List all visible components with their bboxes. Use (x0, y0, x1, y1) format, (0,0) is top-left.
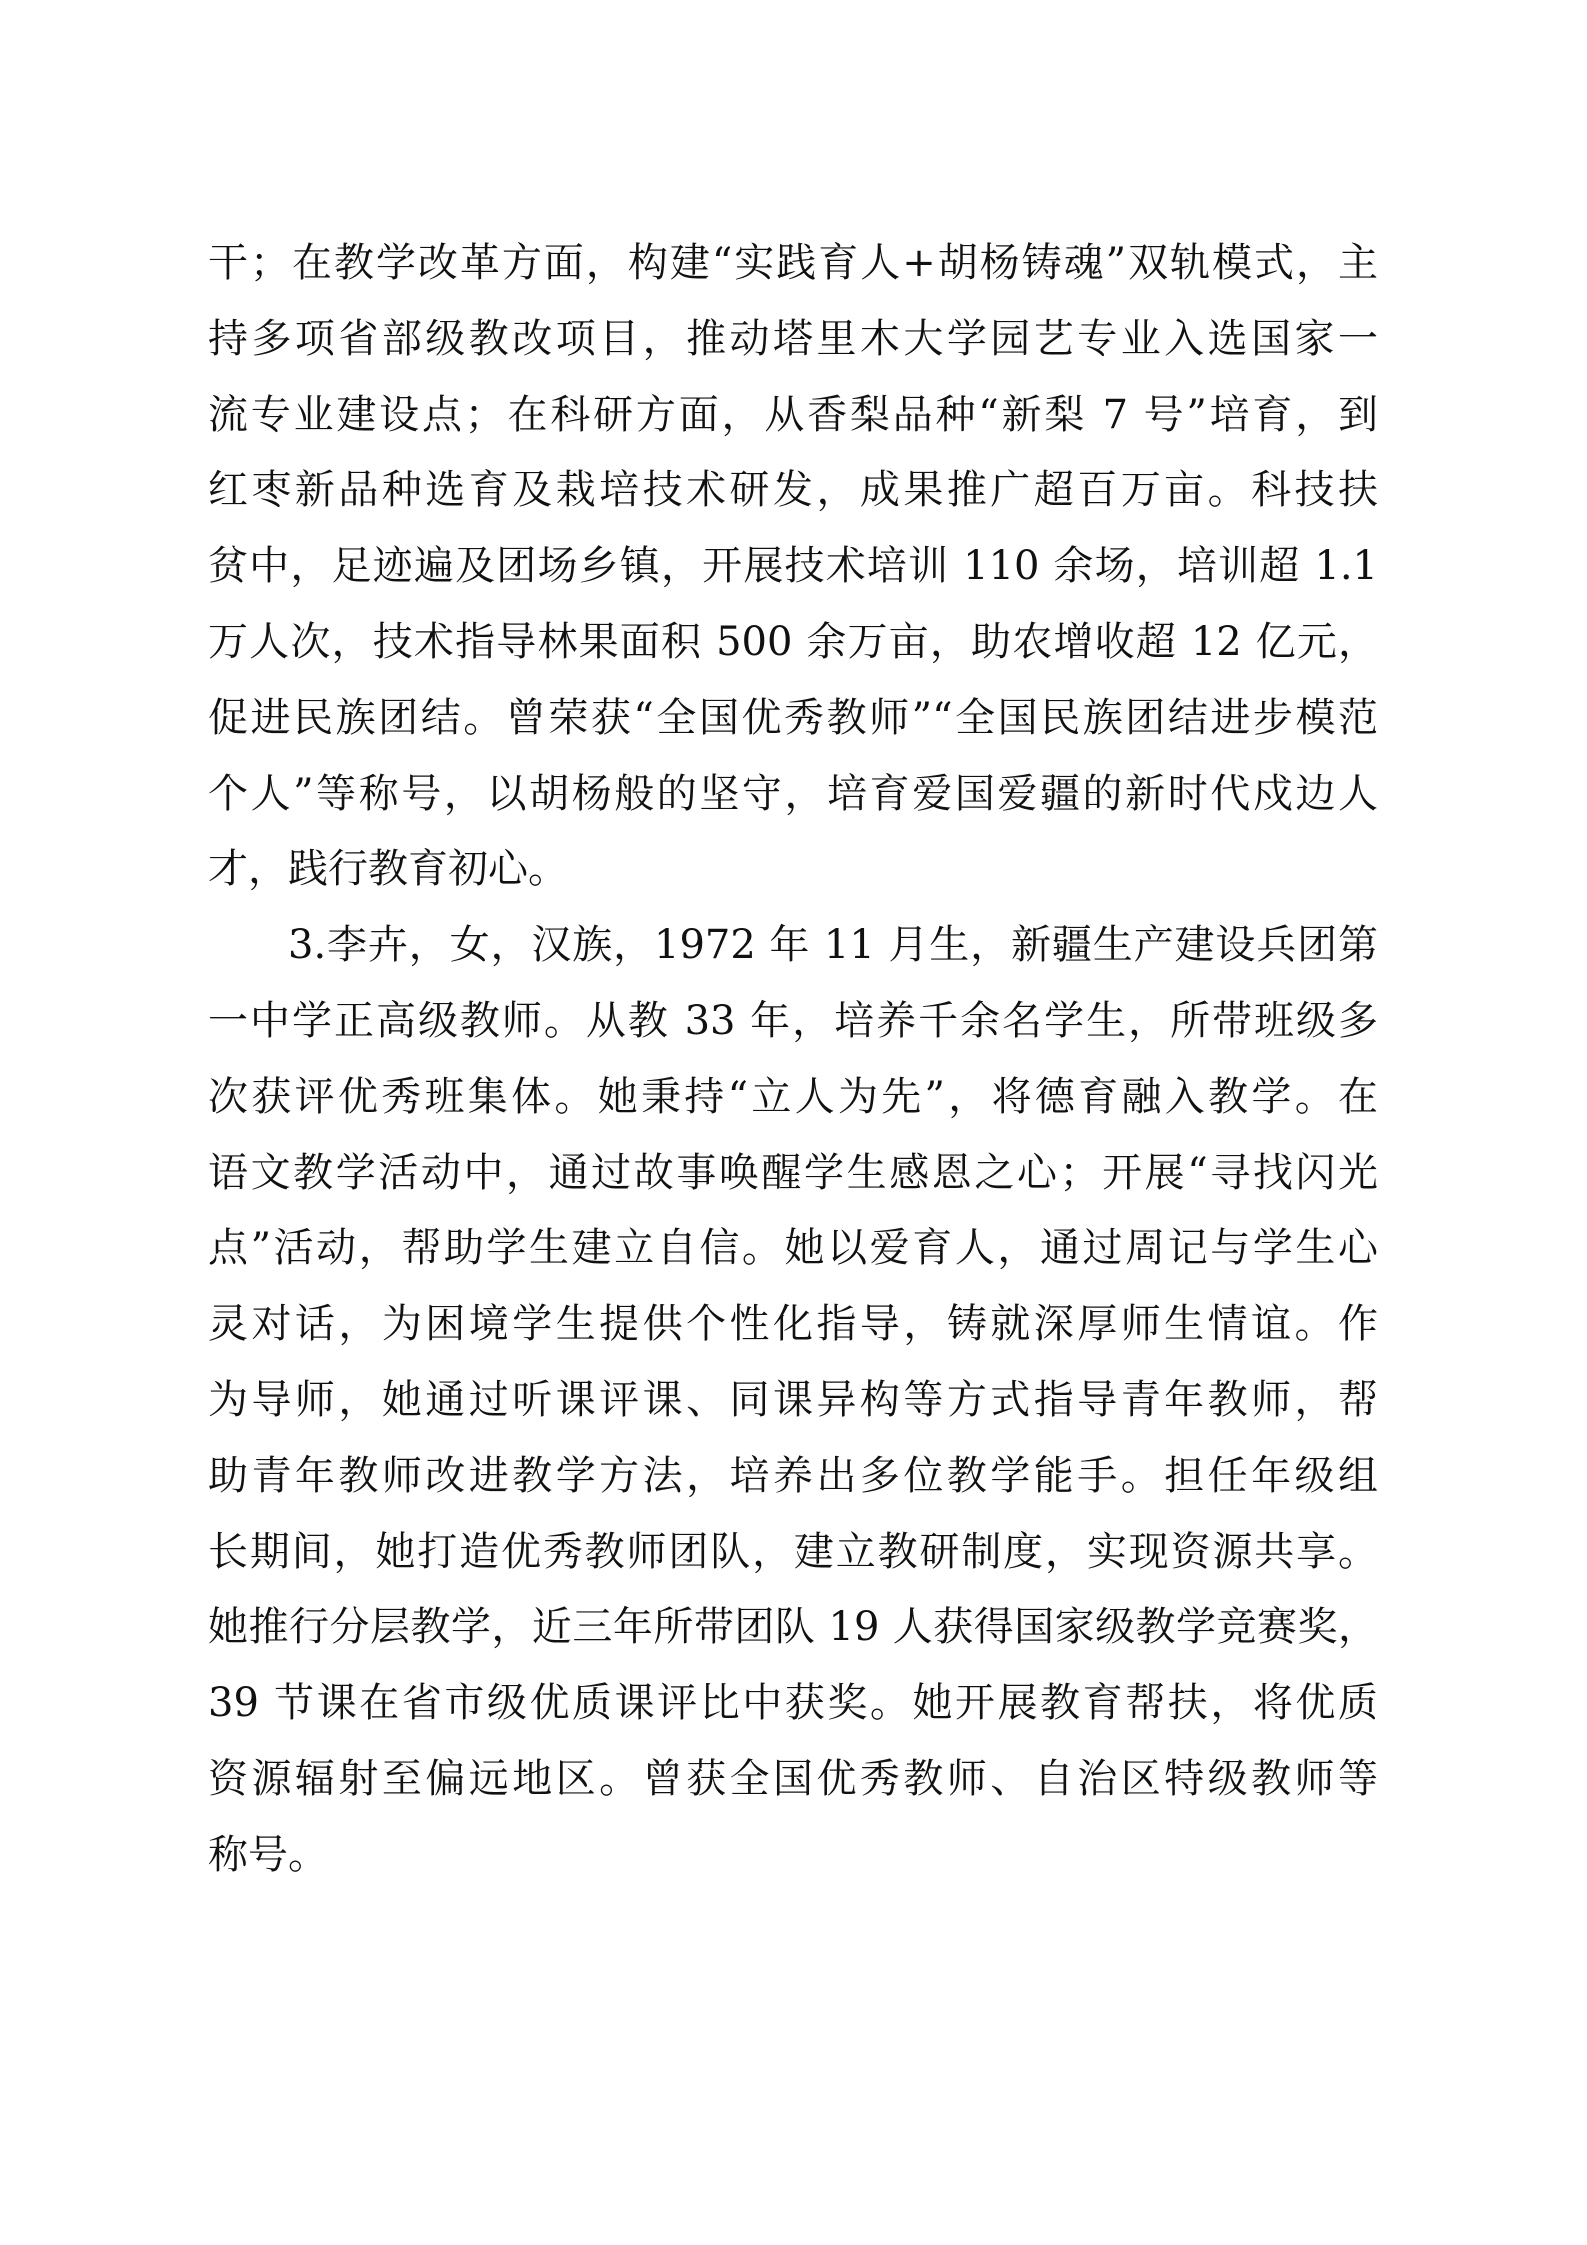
text-line: 万人次，技术指导林果面积 500 余万亩，助农增收超 12 亿元， (208, 618, 1378, 665)
text-line: 资源辐射至偏远地区。曾获全国优秀教师、自治区特级教师等 (208, 1755, 1378, 1802)
text-line: 干；在教学改革方面，构建“实践育人+胡杨铸魂”双轨模式，主 (208, 240, 1378, 286)
text-line: 语文教学活动中，通过故事唤醒学生感恩之心；开展“寻找闪光 (208, 1149, 1378, 1196)
text-line: 为导师，她通过听课评课、同课异构等方式指导青年教师，帮 (208, 1376, 1378, 1423)
text-line: 红枣新品种选育及栽培技术研发，成果推广超百万亩。科技扶 (208, 467, 1378, 514)
paragraph-li-hui (208, 908, 1378, 1893)
text-line: 39 节课在省市级优质课评比中获奖。她开展教育帮扶，将优质 (208, 1680, 1378, 1727)
text-line: 才，践行教育初心。 (208, 846, 568, 893)
text-line: 点”活动，帮助学生建立自信。她以爱育人，通过周记与学生心 (208, 1225, 1378, 1272)
text-line: 她推行分层教学，近三年所带团队 19 人获得国家级教学竞赛奖， (208, 1604, 1378, 1651)
paragraph-continuation (208, 226, 1378, 908)
text-line: 个人”等称号，以胡杨般的坚守，培育爱国爱疆的新时代戍边人 (208, 770, 1378, 817)
text-line: 助青年教师改进教学方法，培养出多位教学能手。担任年级组 (208, 1452, 1378, 1499)
text-line: 3.李卉，女，汉族，1972 年 11 月生，新疆生产建设兵团第 (288, 922, 1378, 969)
text-line: 长期间，她打造优秀教师团队，建立教研制度，实现资源共享。 (208, 1528, 1378, 1575)
text-line: 促进民族团结。曾荣获“全国优秀教师”“全国民族团结进步模范 (208, 694, 1378, 741)
text-line: 灵对话，为困境学生提供个性化指导，铸就深厚师生情谊。作 (208, 1301, 1378, 1348)
text-line: 贫中，足迹遍及团场乡镇，开展技术培训 110 余场，培训超 1.1 (208, 543, 1378, 590)
body-text (208, 226, 1378, 1894)
text-line: 流专业建设点；在科研方面，从香梨品种“新梨 7 号”培育，到 (208, 391, 1378, 438)
text-line: 次获评优秀班集体。她秉持“立人为先”，将德育融入教学。在 (208, 1073, 1378, 1120)
text-line: 持多项省部级教改项目，推动塔里木大学园艺专业入选国家一 (208, 315, 1378, 362)
text-line: 称号。 (208, 1831, 328, 1878)
text-line: 一中学正高级教师。从教 33 年，培养千余名学生，所带班级多 (208, 997, 1378, 1044)
